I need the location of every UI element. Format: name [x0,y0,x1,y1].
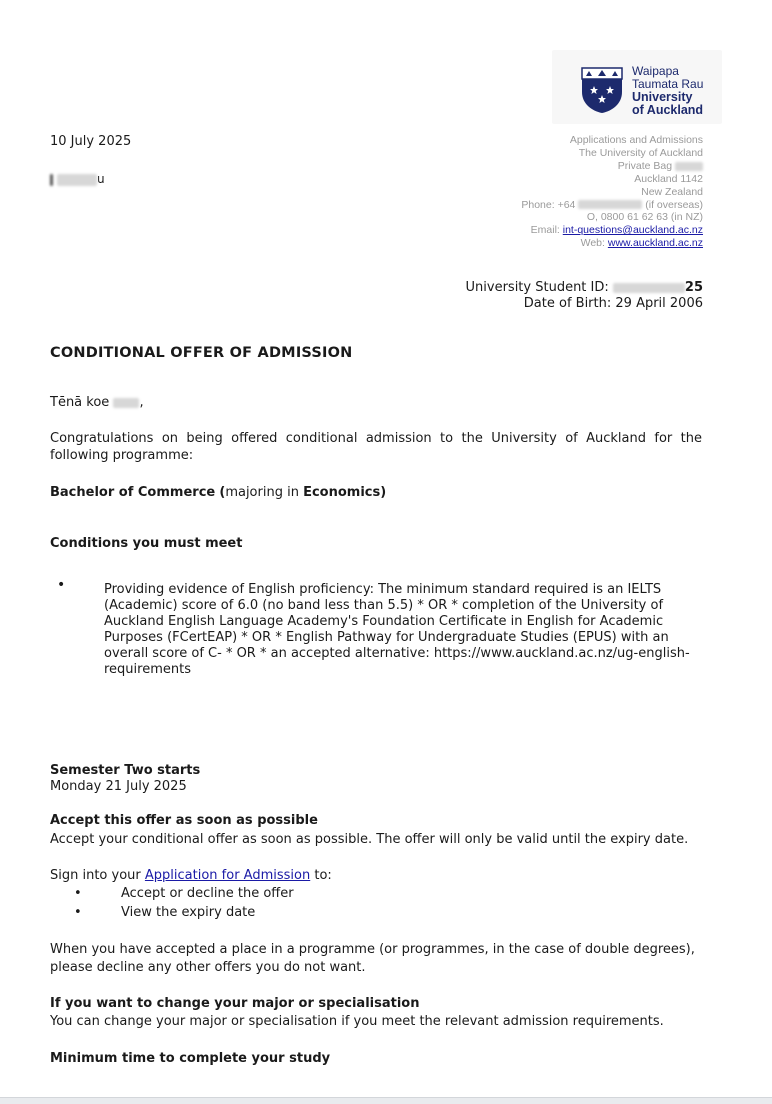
decline-paragraph: When you have accepted a place in a programme (or programmes, in the case of double degrees), please decline any other offers you do not want. [50,942,695,975]
redacted-bag-number [675,162,703,171]
programme-degree: Bachelor of Commerce [50,485,216,500]
semester-heading: Semester Two starts [50,763,201,778]
address-freephone: O, 0800 61 62 63 (in NZ) [586,211,703,224]
student-id-suffix: 25 [684,280,703,295]
student-id-row [466,280,703,296]
dob-value: 29 April 2006 [615,296,703,311]
greeting-suffix: , [139,395,144,410]
condition-item: Providing evidence of English proficiency: The minimum standard required is an IELTS (Academic) score of 6.0 (no band less than 5.5) * OR * completion of the University of Auckland English Language Academy's Foundation Certificate in English for Academic Purposes (FCertEAP) * OR * English Pathway for Undergraduate Studies (EPUS) with an overall score of C- * OR * an accepted alternative: https://www.auckland.ac.nz/ug-english-requirements [104,582,690,677]
freephone-number: 0800 61 62 63 (in NZ) [600,211,703,224]
phone-label: Phone: +64 [521,198,576,211]
signin-suffix: to: [314,868,332,883]
address-email [521,224,703,237]
accept-heading: Accept this offer as soon as possible [50,813,318,828]
list-bullet: • [74,886,82,901]
phone-suffix: (if overseas) [645,198,703,211]
programme-paren-close: ) [380,485,387,500]
list-item-accept-decline: Accept or decline the offer [121,886,294,901]
signin-prefix: Sign into your [50,868,141,883]
address-country: New Zealand [641,185,703,198]
greeting-prefix: Tēnā koe [50,395,110,410]
email-label: Email: [530,224,560,237]
logo-line-1: Waipapa [632,64,679,78]
condition-bullet: • [57,577,66,593]
programme-paren-open: ( [219,485,226,500]
programme-major: Economics [303,485,381,500]
web-label: Web: [580,237,605,250]
intro-paragraph: Congratulations on being offered conditional admission to the University of Auckland for the following programme: [50,431,702,463]
address-bag-label: Private Bag [617,159,673,172]
change-text: You can change your major or specialisation if you meet the relevant admission requirements. [50,1014,664,1029]
address-bag [521,160,703,173]
dob-row [466,296,703,312]
redacted-greeting-name [113,398,139,408]
address-web [521,237,703,250]
redacted-mark [50,174,53,186]
page-title: CONDITIONAL OFFER OF ADMISSION [50,345,353,361]
change-heading: If you want to change your major or specialisation [50,996,420,1011]
redacted-student-id [613,283,685,293]
logo-line-2: Taumata Rau [632,77,704,91]
redacted-name [57,174,97,186]
signin-line [50,868,332,884]
semester-date: Monday 21 July 2025 [50,779,187,794]
crest-icon [580,66,624,114]
university-logo [552,50,722,124]
greeting [50,395,144,410]
recipient-name [50,172,105,186]
address-university: The University of Auckland [578,146,703,159]
student-info [466,280,703,312]
accept-text: Accept your conditional offer as soon as possible. The offer will only be valid until the expiry date. [50,832,689,847]
application-link[interactable]: Application for Admission [144,868,311,883]
sender-address [521,134,703,250]
web-link[interactable]: www.auckland.ac.nz [607,237,703,250]
logo-line-4: of Auckland [632,103,704,117]
programme-majoring-in: majoring in [225,485,299,500]
conditions-heading: Conditions you must meet [50,536,243,551]
list-item-view-expiry: View the expiry date [121,905,256,920]
address-dept: Applications and Admissions [569,134,703,146]
letter-date: 10 July 2025 [50,134,132,149]
freephone-prefix: O [586,211,595,224]
address-city: Auckland 1142 [634,172,703,185]
list-bullet: • [74,905,82,920]
address-phone [521,199,703,212]
programme-line [50,485,386,500]
page-bottom-edge [0,1097,772,1104]
student-id-label: University Student ID: [465,280,609,295]
dob-label: Date of Birth: [523,296,612,311]
redacted-phone [578,200,642,209]
email-link[interactable]: int-questions@auckland.ac.nz [562,224,703,237]
logo-line-3: University [632,90,693,104]
recipient-suffix: u [97,172,105,186]
min-time-heading: Minimum time to complete your study [50,1051,331,1066]
